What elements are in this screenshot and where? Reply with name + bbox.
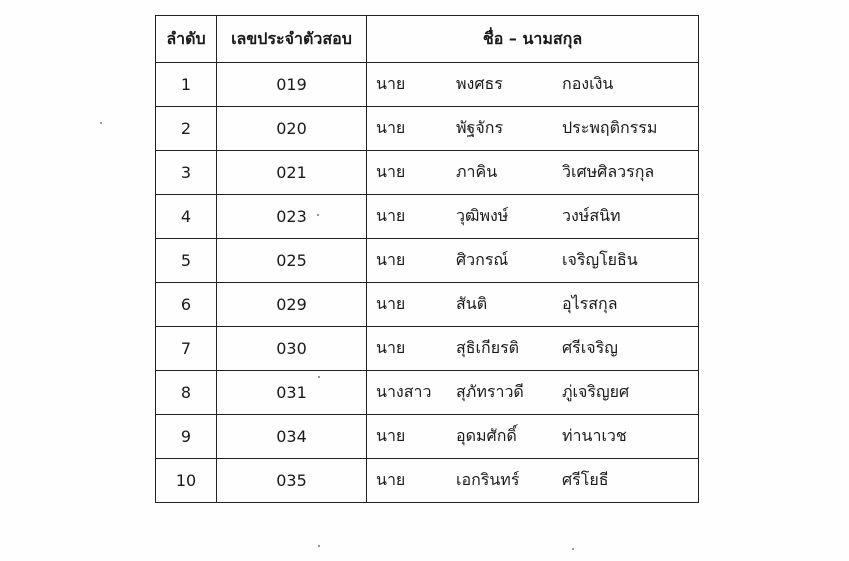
- scan-speck: [318, 545, 320, 547]
- last-name: กองเงิน: [562, 74, 614, 93]
- full-name: [367, 283, 698, 326]
- cell-exam-id: 025: [217, 239, 367, 283]
- table-row: [156, 151, 699, 195]
- name-prefix: นาย: [376, 294, 406, 313]
- cell-exam-id: 021: [217, 151, 367, 195]
- name-prefix: นาย: [376, 206, 406, 225]
- table-row: [156, 63, 699, 107]
- table-row: [156, 415, 699, 459]
- name-prefix: นาย: [376, 470, 406, 489]
- first-name: สุภัทราวดี: [456, 382, 524, 401]
- cell-full-name: [367, 239, 699, 283]
- cell-exam-id: 019: [217, 63, 367, 107]
- cell-full-name: [367, 283, 699, 327]
- scan-speck: [317, 214, 319, 216]
- cell-exam-id: 020: [217, 107, 367, 151]
- cell-exam-id: 034: [217, 415, 367, 459]
- name-prefix: นาย: [376, 162, 406, 181]
- table-row: [156, 107, 699, 151]
- name-prefix: นาย: [376, 250, 406, 269]
- last-name: ประพฤติกรรม: [562, 118, 658, 137]
- cell-exam-id: 031: [217, 371, 367, 415]
- cell-full-name: [367, 459, 699, 503]
- last-name: อุไรสกุล: [562, 294, 618, 313]
- cell-full-name: [367, 63, 699, 107]
- first-name: พัฐจักร: [456, 118, 504, 137]
- full-name: [367, 327, 698, 370]
- cell-seq: 6: [156, 283, 217, 327]
- name-prefix: นางสาว: [376, 382, 432, 401]
- last-name: วงษ์สนิท: [562, 206, 621, 225]
- scan-speck: [100, 122, 102, 124]
- cell-full-name: [367, 371, 699, 415]
- first-name: สันติ: [456, 294, 488, 313]
- cell-full-name: [367, 151, 699, 195]
- name-prefix: นาย: [376, 338, 406, 357]
- cell-exam-id: 029: [217, 283, 367, 327]
- full-name: [367, 459, 698, 502]
- table-body: [156, 63, 699, 503]
- cell-exam-id: 035: [217, 459, 367, 503]
- full-name: [367, 63, 698, 106]
- full-name: [367, 151, 698, 194]
- header-full-name: ชื่อ – นามสกุล: [367, 16, 699, 63]
- first-name: ภาคิน: [456, 162, 498, 181]
- full-name: [367, 415, 698, 458]
- cell-exam-id: 030: [217, 327, 367, 371]
- cell-seq: 5: [156, 239, 217, 283]
- last-name: ท่านาเวช: [562, 426, 627, 445]
- full-name: [367, 195, 698, 238]
- first-name: สุธิเกียรติ: [456, 338, 520, 357]
- cell-seq: 2: [156, 107, 217, 151]
- name-prefix: นาย: [376, 426, 406, 445]
- cell-full-name: [367, 327, 699, 371]
- table-row: [156, 459, 699, 503]
- cell-exam-id: 023: [217, 195, 367, 239]
- cell-full-name: [367, 107, 699, 151]
- full-name: [367, 107, 698, 150]
- table-row: [156, 327, 699, 371]
- table-row: [156, 195, 699, 239]
- first-name: ศิวกรณ์: [456, 250, 509, 269]
- last-name: วิเศษศิลวรกุล: [562, 162, 655, 181]
- cell-seq: 4: [156, 195, 217, 239]
- cell-seq: 8: [156, 371, 217, 415]
- table-row: [156, 283, 699, 327]
- last-name: ศรีเจริญ: [562, 338, 618, 357]
- first-name: วุฒิพงษ์: [456, 206, 509, 225]
- first-name: อุดมศักดิ์: [456, 426, 517, 445]
- first-name: เอกรินทร์: [456, 470, 520, 489]
- last-name: ศรีโยธี: [562, 470, 609, 489]
- scan-speck: [572, 548, 574, 550]
- full-name: [367, 371, 698, 414]
- last-name: เจริญโยธิน: [562, 250, 638, 269]
- first-name: พงศธร: [456, 74, 503, 93]
- table-row: [156, 239, 699, 283]
- cell-full-name: [367, 415, 699, 459]
- last-name: ภู่เจริญยศ: [562, 382, 630, 401]
- name-prefix: นาย: [376, 74, 406, 93]
- cell-full-name: [367, 195, 699, 239]
- header-exam-id: เลขประจำตัวสอบ: [217, 16, 367, 63]
- cell-seq: 10: [156, 459, 217, 503]
- cell-seq: 1: [156, 63, 217, 107]
- header-seq: ลำดับ: [156, 16, 217, 63]
- cell-seq: 3: [156, 151, 217, 195]
- table-row: [156, 371, 699, 415]
- cell-seq: 9: [156, 415, 217, 459]
- cell-seq: 7: [156, 327, 217, 371]
- candidate-table: [155, 15, 699, 503]
- scan-speck: [318, 376, 320, 378]
- table-header-row: [156, 16, 699, 63]
- full-name: [367, 239, 698, 282]
- name-prefix: นาย: [376, 118, 406, 137]
